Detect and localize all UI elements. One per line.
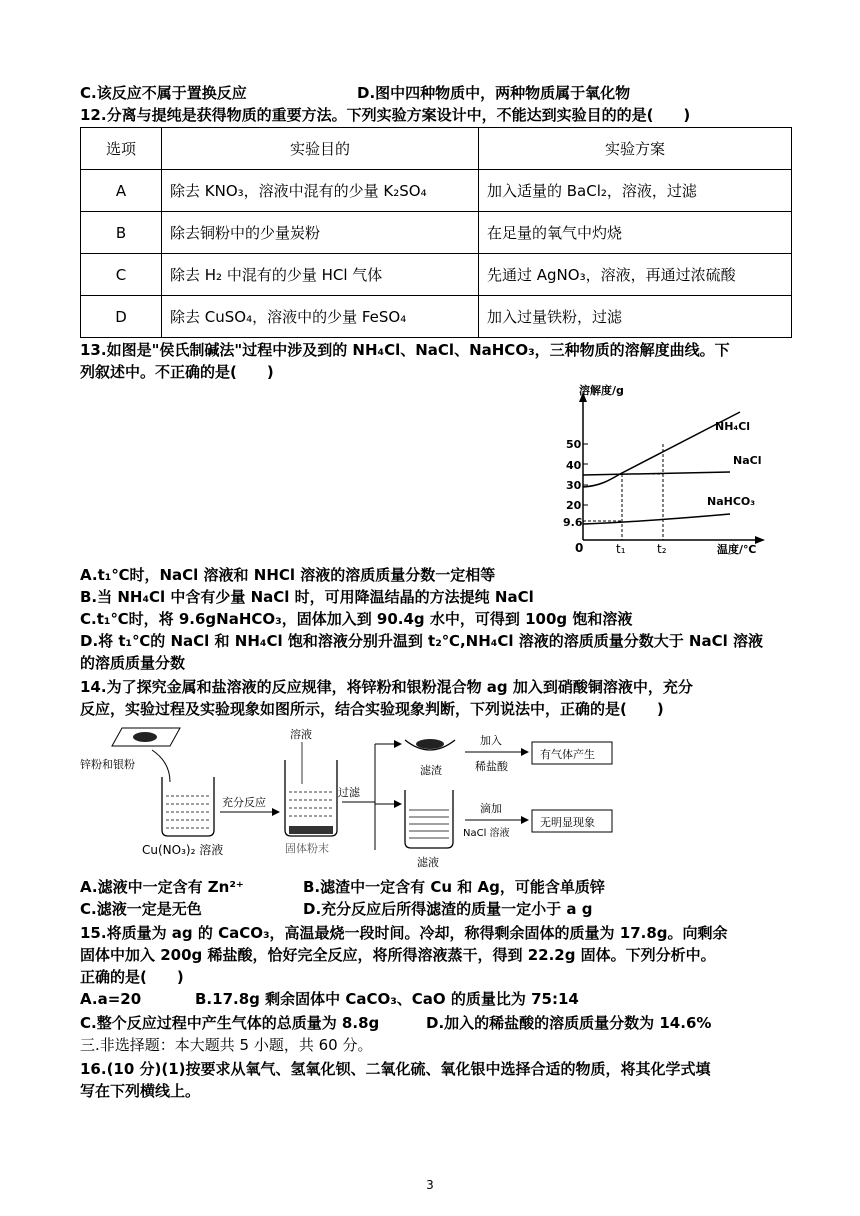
y-tick-label: 9.6 bbox=[563, 516, 583, 529]
table-header-row bbox=[81, 128, 792, 170]
beaker-2-icon bbox=[285, 760, 337, 836]
y-tick-label: 30 bbox=[566, 479, 582, 492]
q15-stem-3: 正确的是( ) bbox=[80, 968, 184, 986]
residue-label: 滤渣 bbox=[420, 764, 442, 777]
residue-icon bbox=[416, 739, 444, 749]
beaker-2-liquid bbox=[289, 792, 333, 816]
q15-stem-2: 固体中加入 200g 稀盐酸，恰好完全反应，将所得溶液蒸干，得到 22.2g 固体。下列分析中。 bbox=[80, 946, 716, 964]
table-row bbox=[81, 254, 792, 296]
q13-stem-1: 13.如图是"侯氏制碱法"过程中涉及到的 NH₄Cl、NaCl、NaHCO₃，三种物质的溶解度曲线。下 bbox=[80, 341, 730, 359]
solubility-chart bbox=[555, 378, 780, 558]
row-d-purpose: 除去 CuSO₄，溶液中的少量 FeSO₄ bbox=[162, 296, 479, 338]
add-label: 加入 bbox=[480, 734, 502, 747]
series-label-nahco3: NaHCO₃ bbox=[707, 495, 756, 508]
none-label: 无明显现象 bbox=[540, 816, 595, 829]
branch-upper-head bbox=[394, 740, 402, 748]
experiment-diagram bbox=[80, 722, 640, 872]
row-a-purpose: 除去 KNO₃，溶液中混有的少量 K₂SO₄ bbox=[162, 170, 479, 212]
series-label-nacl: NaCl bbox=[733, 454, 762, 467]
q11-option-c: C.该反应不属于置换反应 bbox=[80, 84, 247, 102]
y-tick-label: 40 bbox=[566, 459, 582, 472]
q16-stem-1: 16.(10 分)(1)按要求从氧气、氢氧化钡、二氧化硫、氧化银中选择合适的物质，将其化学式填 bbox=[80, 1060, 711, 1078]
filtrate-label: 滤液 bbox=[417, 856, 439, 869]
row-d-option: D bbox=[81, 296, 162, 338]
row-b-purpose: 除去铜粉中的少量炭粉 bbox=[162, 212, 479, 254]
q11-option-d: D.图中四种物质中，两种物质属于氧化物 bbox=[357, 84, 631, 102]
header-plan: 实验方案 bbox=[479, 128, 792, 170]
nahco3-curve bbox=[583, 514, 730, 524]
q14-option-b: B.滤渣中一定含有 Cu 和 Ag，可能含单质锌 bbox=[303, 878, 605, 896]
gas-label: 有气体产生 bbox=[540, 748, 595, 761]
x-axis-arrow bbox=[755, 536, 765, 544]
header-option: 选项 bbox=[81, 128, 162, 170]
origin-label: 0 bbox=[575, 541, 584, 555]
y-axis-label: 溶解度/g bbox=[579, 384, 624, 397]
q14-option-c: C.滤液一定是无色 bbox=[80, 900, 202, 918]
q14-stem-2: 反应，实验过程及实验现象如图所示，结合实验现象判断，下列说法中，正确的是( ) bbox=[80, 700, 664, 718]
section-heading: 三.非选择题：本大题共 5 小题，共 60 分。 bbox=[80, 1036, 373, 1054]
table-row bbox=[81, 170, 792, 212]
row-c-option: C bbox=[81, 254, 162, 296]
header-purpose: 实验目的 bbox=[162, 128, 479, 170]
solid-powder-icon bbox=[289, 826, 333, 834]
powder-pile-icon bbox=[133, 732, 157, 742]
nacl-arrow-head bbox=[521, 816, 529, 824]
table-row bbox=[81, 212, 792, 254]
q13-option-b: B.当 NH₄Cl 中含有少量 NaCl 时，可用降温结晶的方法提纯 NaCl bbox=[80, 588, 534, 606]
row-b-option: B bbox=[81, 212, 162, 254]
series-label-nh4cl: NH₄Cl bbox=[715, 420, 751, 433]
solid-label: 固体粉末 bbox=[285, 842, 329, 855]
q14-stem-1: 14.为了探究金属和盐溶液的反应规律，将锌粉和银粉混合物 ag 加入到硝酸铜溶液中，充分 bbox=[80, 678, 693, 696]
beaker-3-liquid bbox=[409, 810, 449, 838]
x-tick-label: t₁ bbox=[616, 542, 626, 556]
liquid-label: 溶液 bbox=[290, 728, 312, 741]
table-row bbox=[81, 296, 792, 338]
nacl-curve bbox=[583, 472, 730, 475]
q15-option-c: C.整个反应过程中产生气体的总质量为 8.8g bbox=[80, 1014, 380, 1032]
q12-stem: 12.分离与提纯是获得物质的重要方法。下列实验方案设计中，不能达到实验目的的是( ) bbox=[80, 106, 691, 124]
q15-option-d: D.加入的稀盐酸的溶质质量分数为 14.6% bbox=[426, 1014, 712, 1032]
row-d-plan: 加入过量铁粉，过滤 bbox=[479, 296, 792, 338]
q13-option-d-2: 的溶质质量分数 bbox=[80, 654, 186, 672]
q15-option-b: B.17.8g 剩余固体中 CaCO₃、CaO 的质量比为 75:14 bbox=[195, 990, 579, 1008]
x-tick-label: t₂ bbox=[657, 542, 667, 556]
q16-stem-2: 写在下列横线上。 bbox=[80, 1082, 201, 1100]
react-arrow-head bbox=[272, 808, 280, 816]
q14-option-d: D.充分反应后所得滤渣的质量一定小于 a g bbox=[303, 900, 593, 918]
drip-label: 滴加 bbox=[480, 802, 502, 815]
y-tick-label: 50 bbox=[566, 438, 582, 451]
filter-label: 过滤 bbox=[338, 786, 360, 799]
row-c-purpose: 除去 H₂ 中混有的少量 HCl 气体 bbox=[162, 254, 479, 296]
q15-stem-1: 15.将质量为 ag 的 CaCO₃，高温最烧一段时间。冷却，称得剩余固体的质量为 17.8g。向剩余 bbox=[80, 924, 728, 942]
beaker-1-icon bbox=[162, 777, 214, 836]
row-a-plan: 加入适量的 BaCl₂，溶液，过滤 bbox=[479, 170, 792, 212]
react-label: 充分反应 bbox=[222, 796, 266, 809]
acid-label: 稀盐酸 bbox=[475, 760, 508, 773]
row-b-plan: 在足量的氧气中灼烧 bbox=[479, 212, 792, 254]
page-number: 3 bbox=[426, 1178, 434, 1192]
row-c-plan: 先通过 AgNO₃，溶液，再通过浓硫酸 bbox=[479, 254, 792, 296]
row-a-option: A bbox=[81, 170, 162, 212]
q13-stem-2: 列叙述中。不正确的是( ) bbox=[80, 363, 274, 381]
q15-option-a: A.a=20 bbox=[80, 990, 142, 1008]
beaker-3-icon bbox=[405, 790, 453, 848]
y-tick-label: 20 bbox=[566, 499, 582, 512]
branch-lower-head bbox=[394, 800, 402, 808]
q13-option-a: A.t₁℃时，NaCl 溶液和 NHCl 溶液的溶质质量分数一定相等 bbox=[80, 566, 496, 584]
q12-table bbox=[80, 127, 792, 338]
pour-arrow bbox=[152, 750, 170, 782]
powder-label: 锌粉和银粉 bbox=[80, 758, 135, 771]
beaker-1-liquid bbox=[166, 796, 210, 828]
q13-option-d-1: D.将 t₁℃的 NaCl 和 NH₄Cl 饱和溶液分别升温到 t₂℃,NH₄Cl 溶液的溶质质量分数大于 NaCl 溶液 bbox=[80, 632, 763, 650]
acid-arrow-head bbox=[521, 748, 529, 756]
x-axis-label: 温度/℃ bbox=[717, 543, 757, 556]
q14-option-a: A.滤液中一定含有 Zn²⁺ bbox=[80, 878, 244, 896]
nacl-label: NaCl 溶液 bbox=[463, 828, 510, 839]
solution-label: Cu(NO₃)₂ 溶液 bbox=[142, 843, 224, 857]
q13-option-c: C.t₁℃时，将 9.6gNaHCO₃，固体加入到 90.4g 水中，可得到 100g 饱和溶液 bbox=[80, 610, 633, 628]
